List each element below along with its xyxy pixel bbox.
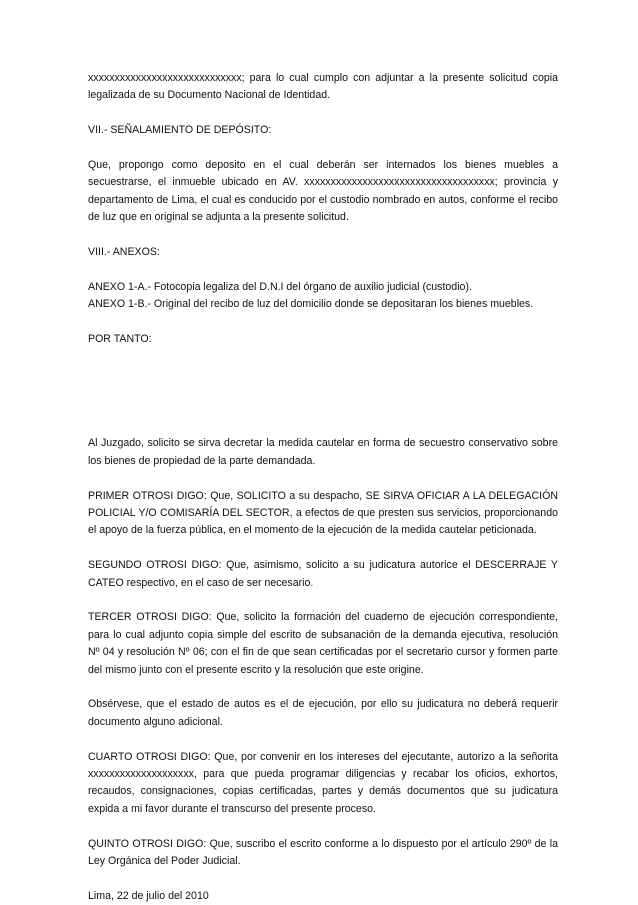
text-line: CATEO respectivo, en el caso de ser necesario. — [88, 576, 314, 589]
text-line: Nº 04 y resolución Nº 06; con el fin de que sean certificadas por el secretario cursor y formen parte — [88, 646, 558, 659]
primer-otrosi-paragraph — [88, 488, 558, 540]
heading-text: POR TANTO: — [88, 333, 152, 346]
document-page — [88, 70, 558, 905]
text-line: departamento de Lima, el cual es conducido por el custodio nombrado en autos, conforme el recibo — [88, 193, 558, 206]
quinto-otrosi-paragraph — [88, 836, 558, 871]
text-line: documento alguno adicional. — [88, 715, 223, 728]
request-paragraph — [88, 435, 558, 470]
text-line: Obsérvese, que el estado de autos es el de ejecución, por ello su judicatura no deberá requerir — [88, 698, 558, 711]
section-viii-heading — [88, 244, 558, 261]
text-line: los bienes de propiedad de la parte demandada. — [88, 454, 316, 467]
date-text: Lima, 22 de julio del 2010 — [88, 889, 209, 902]
observese-paragraph — [88, 696, 558, 731]
text-line: Al Juzgado, solicito se sirva decretar la medida cautelar en forma de secuestro conservativo sobre — [88, 437, 558, 450]
text-line: QUINTO OTROSI DIGO: Que, suscribo el escrito conforme a lo dispuesto por el artículo 290º de la — [88, 837, 558, 850]
text-line: POLICIAL Y/O COMISARÍA DEL SECTOR, a efectos de que presten sus servicios, proporcionando — [88, 507, 558, 520]
text-line: secuestrarse, el inmueble ubicado en AV. xxxxxxxxxxxxxxxxxxxxxxxxxxxxxxxxxxxx; provincia y — [88, 176, 558, 189]
text-line: recaudos, consignaciones, copias certificadas, partes y demás documentos que su judicatura — [88, 785, 558, 798]
por-tanto-heading — [88, 331, 558, 348]
text-line: expida a mi favor durante el transcurso del presente proceso. — [88, 802, 376, 815]
text-line: Que, propongo como deposito en el cual deberán ser internados los bienes muebles a — [88, 159, 558, 171]
text-line: de luz que en original se adjunta a la presente solicitud. — [88, 211, 349, 224]
text-line: xxxxxxxxxxxxxxxxxxxxxxxxxxxxx; para lo cual cumplo con adjuntar a la presente solicitud copia — [88, 72, 558, 84]
text-line: CUARTO OTROSI DIGO: Que, por convenir en los intereses del ejecutante, autorizo a la señorita — [88, 750, 558, 763]
intro-paragraph — [88, 70, 558, 105]
text-line: PRIMER OTROSI DIGO: Que, SOLICITO a su despacho, SE SIRVA OFICIAR A LA DELEGACIÓN — [88, 489, 558, 502]
text-line: del mismo junto con el presente escrito y la resolución que este origine. — [88, 663, 424, 676]
segundo-otrosi-paragraph — [88, 557, 558, 592]
text-line: TERCER OTROSI DIGO: Que, solicito la formación del cuaderno de ejecución correspondiente, — [88, 611, 558, 624]
text-line: SEGUNDO OTROSI DIGO: Que, asimismo, solicito a su judicatura autorice el DESCERRAJE Y — [88, 559, 558, 572]
text-line: Ley Orgánica del Poder Judicial. — [88, 855, 241, 868]
closing-date — [88, 888, 558, 905]
text-line: el apoyo de la fuerza pública, en el momento de la ejecución de la medida cautelar peticionada. — [88, 524, 537, 537]
tercer-otrosi-paragraph — [88, 609, 558, 679]
annex-item: ANEXO 1-B.- Original del recibo de luz del domicilio donde se depositaran los bienes muebles. — [88, 298, 534, 311]
text-line: xxxxxxxxxxxxxxxxxxxx, para que pueda programar diligencias y recabar los oficios, exhortos, — [88, 768, 558, 781]
text-line: legalizada de su Documento Nacional de Identidad. — [88, 89, 331, 102]
section-vii-heading — [88, 122, 558, 139]
annexes-list — [88, 279, 558, 314]
annex-item: ANEXO 1-A.- Fotocopia legaliza del D.N.I del órgano de auxilio judicial (custodio). — [88, 280, 472, 293]
heading-text: VIII.- ANEXOS: — [88, 246, 160, 259]
text-line: para lo cual adjunto copia simple del escrito de subsanación de la demanda ejecutiva, resolución — [88, 628, 558, 641]
section-vii-paragraph — [88, 157, 558, 227]
cuarto-otrosi-paragraph — [88, 749, 558, 819]
heading-text: VII.- SEÑALAMIENTO DE DEPÓSITO: — [88, 124, 272, 137]
